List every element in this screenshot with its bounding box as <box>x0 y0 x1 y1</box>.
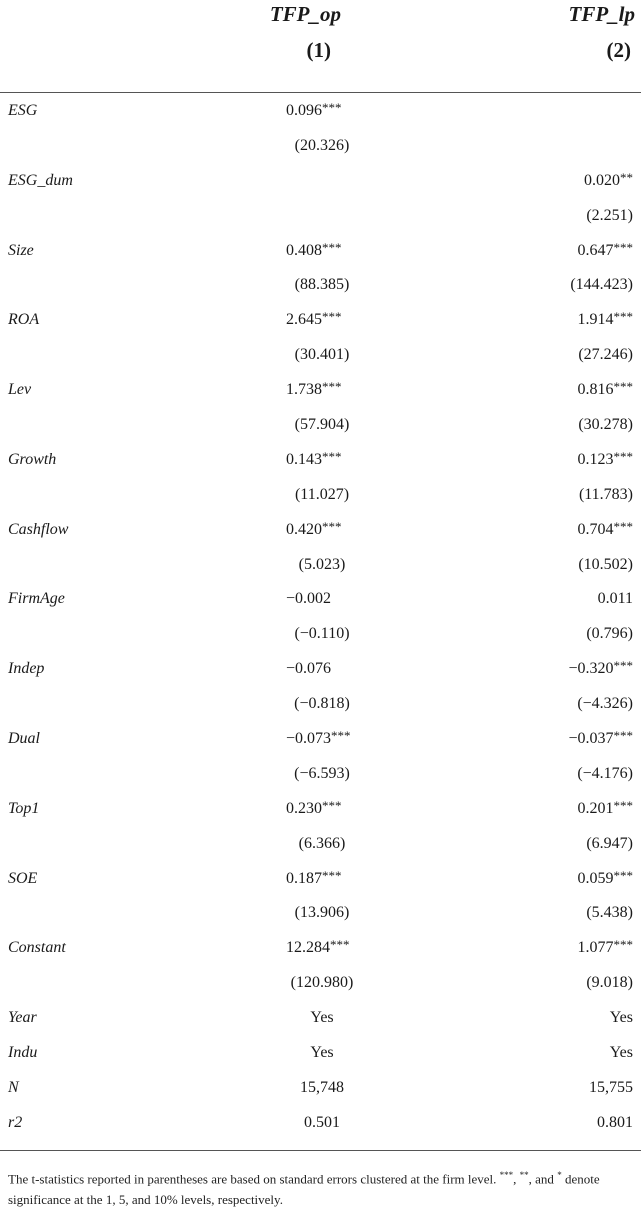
column-1-number: −0.073 <box>286 730 332 748</box>
column-2-value <box>586 207 633 225</box>
column-2-value <box>577 765 633 783</box>
column-1-value <box>310 1009 333 1027</box>
table-row <box>0 163 641 198</box>
column-1-number: (−6.593) <box>294 764 350 782</box>
column-2-number: 0.704 <box>577 520 614 538</box>
column-1-value <box>295 416 350 434</box>
column-2-stars: *** <box>613 448 633 464</box>
table-row <box>0 267 641 302</box>
column-1-stars: *** <box>331 728 351 744</box>
column-2-value <box>578 939 634 957</box>
column-1-value <box>295 346 350 364</box>
table-row <box>0 93 641 128</box>
column-1-value <box>295 276 350 294</box>
column-2-number: 0.059 <box>577 869 614 887</box>
column-1-number: (1) <box>306 38 331 62</box>
table-row <box>0 686 641 721</box>
row-label: r2 <box>8 1113 23 1131</box>
table-row <box>0 1000 641 1035</box>
column-1-number: (−0.110) <box>294 625 350 643</box>
column-1-value <box>286 102 342 120</box>
column-1-number: Yes <box>310 1009 334 1027</box>
table-row <box>0 372 641 407</box>
column-1-stars: *** <box>322 518 342 534</box>
column-1-value <box>286 590 331 608</box>
table-row <box>0 616 641 651</box>
table-row <box>0 930 641 965</box>
note-sep-2: , and <box>528 1171 558 1187</box>
column-1-value <box>286 867 342 888</box>
column-1-value <box>294 625 349 643</box>
column-2-value <box>589 1079 633 1097</box>
column-1-stars: *** <box>322 239 342 255</box>
column-2-value <box>578 346 633 364</box>
column-1-number: (57.904) <box>294 416 350 434</box>
column-2-value <box>586 625 633 643</box>
row-label: Size <box>8 241 34 259</box>
column-1-number: 0.187 <box>286 869 322 887</box>
column-2-value <box>577 867 634 888</box>
column-2-number: (27.246) <box>578 346 633 364</box>
column-2-number: (0.796) <box>586 625 633 643</box>
column-2-number: 0.201 <box>577 799 614 817</box>
column-2-value <box>586 835 633 853</box>
column-1-value <box>286 730 351 748</box>
column-2-number: 0.123 <box>577 450 614 468</box>
row-label: Constant <box>8 939 66 957</box>
column-2-value <box>577 239 634 260</box>
column-1-stars: *** <box>322 797 342 813</box>
column-1-value <box>286 518 342 539</box>
column-1-value <box>295 486 349 504</box>
table-row <box>0 791 641 826</box>
column-2-number: (30.278) <box>578 416 633 434</box>
row-label: Top1 <box>8 799 40 817</box>
column-2-number: (2) <box>606 38 631 62</box>
row-label: ESG <box>8 102 38 119</box>
column-1-value <box>295 137 350 155</box>
row-label: Lev <box>8 381 32 399</box>
table-row <box>0 302 641 337</box>
column-1-value <box>286 239 342 260</box>
row-label: Cashflow <box>8 520 69 538</box>
column-1-value <box>286 939 350 957</box>
column-2-value <box>577 448 634 469</box>
column-1-stars: *** <box>322 379 342 395</box>
column-2-value <box>578 381 634 399</box>
column-1-value <box>299 835 346 853</box>
column-1-stars: *** <box>322 100 342 115</box>
column-1-number: 0.408 <box>286 241 322 259</box>
column-2-number: 0.801 <box>597 1113 633 1131</box>
column-1-number: (5.023) <box>298 555 346 573</box>
table-row <box>0 1070 641 1105</box>
column-1-value <box>294 695 350 713</box>
table-row <box>0 337 641 372</box>
column-1-number: 2.645 <box>286 311 322 329</box>
column-1-stars: *** <box>322 867 342 883</box>
column-1-number: (88.385) <box>294 276 350 294</box>
table-row <box>0 826 641 861</box>
column-2-number: (6.947) <box>586 834 633 852</box>
column-2-number: (11.783) <box>578 485 633 503</box>
note-sup-3: * <box>557 1170 562 1180</box>
column-1-number: 0.143 <box>286 450 322 468</box>
column-1-number: (11.027) <box>294 485 350 503</box>
row-label: ROA <box>8 311 40 329</box>
table-row <box>0 756 641 791</box>
table-row <box>0 581 641 616</box>
column-1-value <box>286 448 342 469</box>
column-2-number: Yes <box>609 1009 633 1027</box>
column-1-number: 0.420 <box>286 520 322 538</box>
row-label: Indep <box>8 660 45 678</box>
column-1-name: TFP_op <box>269 2 341 26</box>
column-1-value <box>286 381 342 399</box>
table-row <box>0 512 641 547</box>
table-row <box>0 128 641 163</box>
table-row <box>0 721 641 756</box>
column-1-value <box>286 311 342 329</box>
column-2-value <box>610 1009 633 1027</box>
column-2-value <box>584 169 633 190</box>
column-1-number: 0.501 <box>304 1113 340 1131</box>
column-1-value <box>310 1044 333 1062</box>
row-label: ESG_dum <box>8 171 73 189</box>
column-1-number: (30.401) <box>294 346 350 364</box>
column-2-stars: *** <box>613 309 633 325</box>
column-2-number: (2.251) <box>586 206 633 224</box>
column-1-stars: *** <box>322 448 342 464</box>
column-1-number: (6.366) <box>298 834 346 852</box>
column-1-value <box>304 1114 340 1132</box>
table-row <box>0 965 641 1000</box>
column-1-value <box>295 904 350 922</box>
column-2-number: (9.018) <box>586 974 633 992</box>
column-2-number: 1.914 <box>577 311 614 329</box>
table-row <box>0 442 641 477</box>
column-2-value <box>597 1114 633 1132</box>
column-2-value <box>568 730 633 748</box>
column-2-number: (10.502) <box>578 555 633 573</box>
column-1-value <box>299 556 346 574</box>
column-2-stars: *** <box>613 937 633 953</box>
table-row <box>0 407 641 442</box>
note-text-b: denote significance at the 1, 5, and 10% levels, respectively. <box>8 1171 600 1208</box>
table-row <box>0 547 641 582</box>
column-2-stars: *** <box>613 867 633 883</box>
column-2-number: (−4.176) <box>577 764 633 782</box>
row-label: FirmAge <box>8 590 65 608</box>
column-2-number: (5.438) <box>586 904 633 922</box>
column-2-number: 15,755 <box>589 1078 633 1096</box>
table-header <box>0 0 641 92</box>
note-text-a: The t-statistics reported in parentheses are based on standard errors clustered at the firm level. <box>8 1171 500 1187</box>
column-1-number: −0.076 <box>286 660 332 678</box>
column-2-stars: *** <box>613 797 633 813</box>
table-row <box>0 233 641 268</box>
note-sup-2: ** <box>519 1170 529 1180</box>
column-2-value <box>598 590 633 608</box>
column-1-number: Yes <box>310 1044 334 1062</box>
column-2-number: −0.037 <box>568 730 614 748</box>
note-sep-1: , <box>513 1171 520 1187</box>
column-1-number: 1.738 <box>286 381 322 399</box>
row-label: Year <box>8 1009 37 1027</box>
column-2-number: 0.816 <box>577 381 614 399</box>
column-2-number: 1.077 <box>577 939 614 957</box>
table-row <box>0 198 641 233</box>
column-2-value <box>570 276 633 294</box>
column-2-value <box>577 797 634 818</box>
column-1-value <box>286 797 342 818</box>
column-1-stars: *** <box>330 937 350 953</box>
column-2-stars: *** <box>613 379 633 395</box>
column-1-value <box>300 1079 344 1097</box>
column-1-number: 12.284 <box>286 939 330 957</box>
row-label: Dual <box>8 730 40 748</box>
column-2-value <box>578 556 633 574</box>
column-1-number: 0.096 <box>286 102 322 119</box>
column-2-number: 0.011 <box>597 590 633 608</box>
column-2-value <box>568 660 633 678</box>
column-2-value <box>577 518 634 539</box>
column-1-stars: *** <box>322 309 342 325</box>
table-row <box>0 1035 641 1070</box>
row-label: Growth <box>8 450 57 468</box>
column-1-number: 0.230 <box>286 799 322 817</box>
column-2-number: −0.320 <box>568 660 614 678</box>
column-2-value <box>586 904 633 922</box>
table-row <box>0 861 641 896</box>
column-2-number: (−4.326) <box>577 695 633 713</box>
column-1-number: 15,748 <box>300 1078 344 1096</box>
column-1-number: (−0.818) <box>294 695 350 713</box>
column-2-value <box>610 1044 633 1062</box>
bottom-rule <box>0 1150 641 1151</box>
column-2-number: Yes <box>609 1044 633 1062</box>
column-2-stars: *** <box>613 728 633 744</box>
row-label: Indu <box>8 1044 38 1062</box>
row-label: N <box>8 1078 19 1096</box>
column-2-stars: *** <box>613 518 633 534</box>
column-1-value <box>291 974 354 992</box>
table-row <box>0 477 641 512</box>
table-row <box>0 651 641 686</box>
column-1-number: (120.980) <box>290 974 354 992</box>
column-2-stars: ** <box>620 169 633 185</box>
column-1-number: (20.326) <box>294 136 350 154</box>
column-2-stars: *** <box>613 658 633 674</box>
column-2-number: 0.020 <box>584 171 620 189</box>
column-1-number: (13.906) <box>294 904 350 922</box>
column-2-number: 0.647 <box>577 241 614 259</box>
table-note <box>8 1165 633 1210</box>
column-2-value <box>578 416 633 434</box>
column-2-value <box>586 974 633 992</box>
note-sup-1: *** <box>499 1170 514 1180</box>
table-row <box>0 1105 641 1140</box>
column-2-name: TFP_lp <box>568 2 635 26</box>
column-1-value <box>294 765 350 783</box>
column-2-value <box>577 695 633 713</box>
row-label: SOE <box>8 869 38 887</box>
column-2-value <box>579 486 633 504</box>
column-2-value <box>578 311 634 329</box>
column-1-value <box>286 660 331 678</box>
column-2-stars: *** <box>613 239 633 255</box>
column-1-number: −0.002 <box>286 590 332 608</box>
table-body <box>0 93 641 1140</box>
table-row <box>0 895 641 930</box>
column-2-number: (144.423) <box>570 276 633 294</box>
